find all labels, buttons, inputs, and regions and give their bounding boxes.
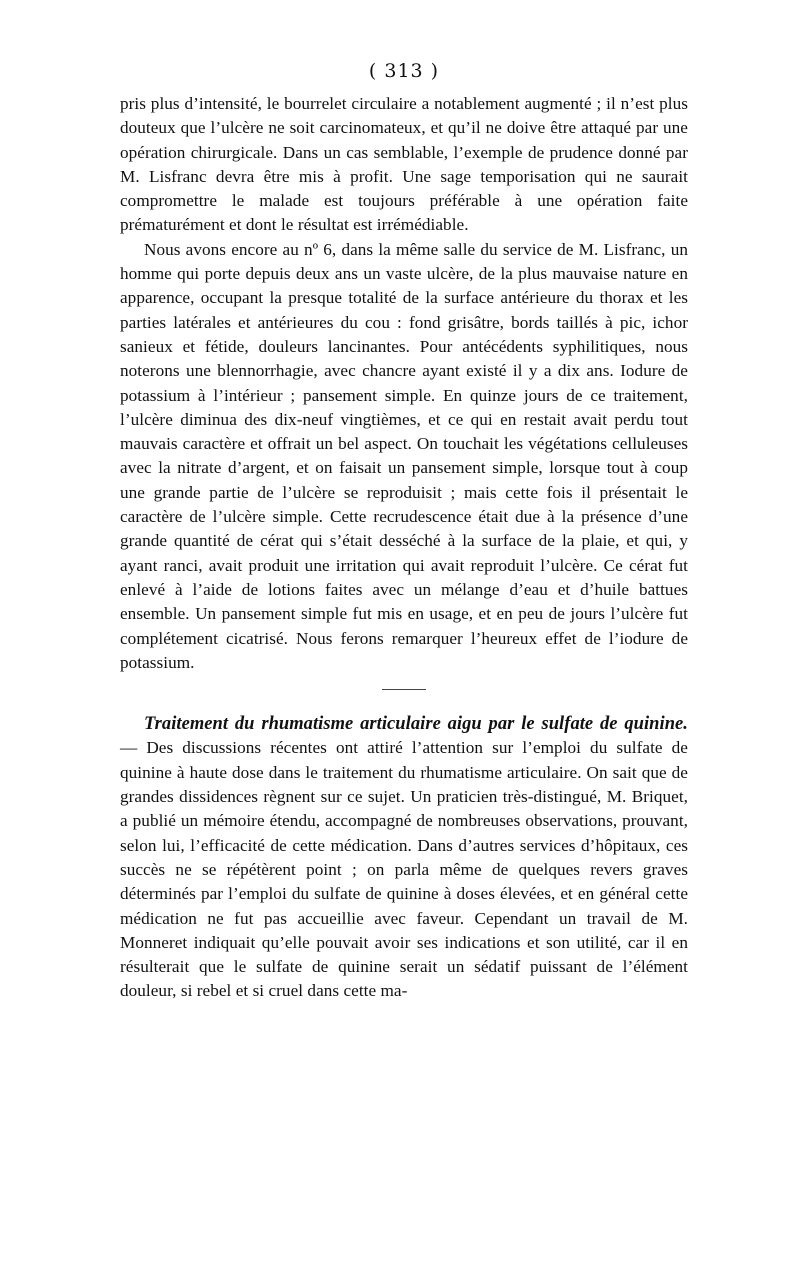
section-paragraph (120, 712, 688, 1004)
section-body: — Des discussions récentes ont attiré l’attention sur l’emploi du sulfate de quinine à haute dose dans le traitement du rhumatisme articulaire. On sait que de grandes dissidences règnent sur ce sujet. Un praticien très-distingué, M. Briquet, a publié un mémoire étendu, accompagné de nombreuses observations, prouvant, selon lui, l’efficacité de cette médication. Dans d’autres services d’hôpitaux, ces succès ne se répétèrent point ; on parla même de quelques revers graves déterminés par l’emploi du sulfate de quinine à doses élevées, et en général cette médication ne fut pas accueillie avec faveur. Cependant un travail de M. Monneret indiquait qu’elle pouvait avoir ses indications et son utilité, car il en résulterait que le sulfate de quinine serait un sédatif puissant de l’élément douleur, si rebel et si cruel dans cette ma- (120, 738, 688, 1001)
section-separator (382, 689, 426, 690)
book-page (120, 60, 688, 1004)
paragraph-2: Nous avons encore au nº 6, dans la même salle du service de M. Lisfranc, un homme qui porte depuis deux ans un vaste ulcère, de la plus mauvaise nature en apparence, occupant la presque totalité de la surface antérieure du thorax et les parties latérales et antérieures du cou : fond grisâtre, bords taillés à pic, ichor sanieux et fétide, douleurs lancinantes. Pour antécédents syphilitiques, nous noterons une blennorrhagie, avec chancre ayant existé il y a dix ans. Iodure de potassium à l’intérieur ; pansement simple. En quinze jours de ce traitement, l’ulcère diminua des dix-neuf vingtièmes, et ce qui en restait avait perdu tout mauvais caractère et offrait un bel aspect. On touchait les végétations celluleuses avec la nitrate d’argent, et on faisait un pansement simple, lorsque tout à coup une grande partie de l’ulcère se reproduisit ; mais cette fois il présentait le caractère de l’ulcère simple. Cette recrudescence était due à la présence d’une grande quantité de cérat qui s’était desséché à la surface de la plaie, et qui, y ayant ranci, avait produit une irritation qui avait reproduit l’ulcère. Ce cérat fut enlevé à l’aide de lotions faites avec un mélange d’eau et d’huile battues ensemble. Un pansement simple fut mis en usage, et en peu de jours l’ulcère fut complétement cicatrisé. Nous ferons remarquer l’heureux effet de l’iodure de potassium. (120, 239, 688, 672)
page-number: ( 313 ) (368, 60, 440, 82)
paragraph-1: pris plus d’intensité, le bourrelet circulaire a notablement augmenté ; il n’est plus douteux que l’ulcère ne soit carcinomateux, et qu’il ne doive être attaqué par une opération chirurgicale. Dans un cas semblable, l’exemple de prudence donné par M. Lisfranc devra être mis à profit. Une sage temporisation qui ne saurait compromettre le malade est toujours préférable à une opération faite prématurément et dont le résultat est irrémédiable. (120, 94, 688, 235)
section-title: Traitement du rhumatisme articulaire aigu par le sulfate de quinine. (144, 714, 688, 735)
